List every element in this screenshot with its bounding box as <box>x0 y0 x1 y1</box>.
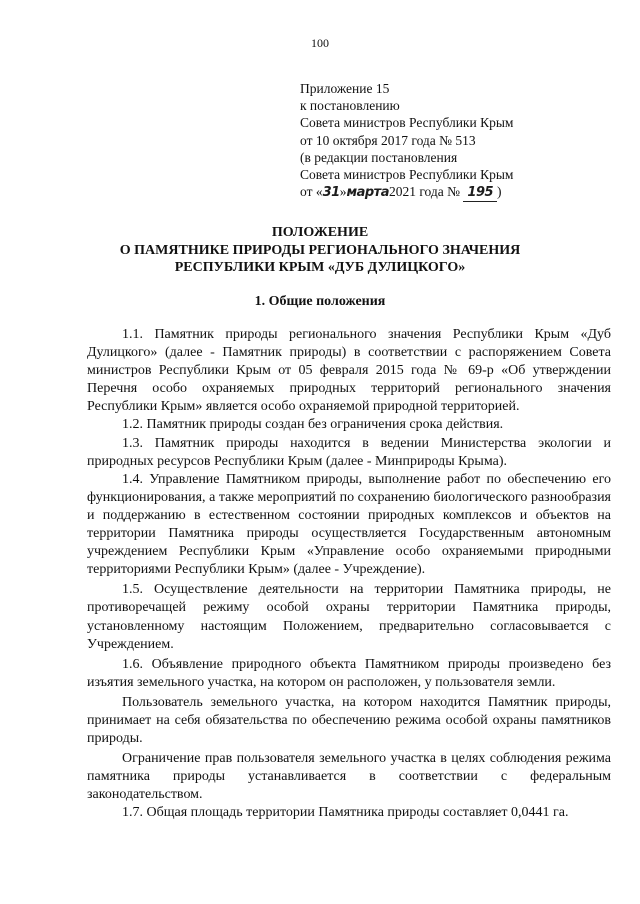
page-number: 100 <box>311 36 329 50</box>
appendix-block <box>300 80 560 202</box>
paragraph: 1.3. Памятник природы находится в ведении Министерства экологии и природных ресурсов Республики Крым (далее - Минприроды Крыма). <box>87 435 611 469</box>
title-line: РЕСПУБЛИКИ КРЫМ «ДУБ ДУЛИЦКОГО» <box>174 260 466 275</box>
appendix-line: Совета министров Республики Крым <box>300 167 514 183</box>
paragraph: 1.1. Памятник природы регионального значения Республики Крым «Дуб Дулицкого» (далее - Памятник природы) в соответствии с распоряжением Совета министров Республики Крым от 05 февраля 2015 года № 69-р «Об утверждении Перечня особо охраняемых природных территорий регионального значения Республики Крым» является особо охраняемой природной территорией. <box>87 327 611 415</box>
document-body <box>87 326 611 823</box>
document-title <box>0 224 640 277</box>
appendix-line: (в редакции постановления <box>300 149 458 165</box>
handwritten-day: 31 <box>322 185 340 201</box>
paragraph: Пользователь земельного участка, на котором находится Памятник природы, принимает на себя обязательства по обеспечению режима особой охраны памятников природы. <box>87 694 611 747</box>
paragraph: Ограничение прав пользователя земельного участка в целях соблюдения режима памятника природы устанавливается в соответствии с федеральным законодательством. <box>87 751 611 803</box>
date-separator: » <box>339 184 347 200</box>
appendix-line: к постановлению <box>300 98 400 114</box>
paragraph: 1.6. Объявление природного объекта Памятником природы произведено без изъятия земельного участка, на котором он расположен, у пользователя земли. <box>87 656 611 690</box>
date-prefix: от « <box>300 184 323 200</box>
appendix-line: Совета министров Республики Крым <box>300 115 514 131</box>
section-heading: 1. Общие положения <box>254 294 386 309</box>
appendix-line: от 10 октября 2017 года № 513 <box>300 132 476 148</box>
paragraph: 1.7. Общая площадь территории Памятника природы составляет 0,0441 га. <box>122 805 569 821</box>
paragraph: 1.2. Памятник природы создан без ограничения срока действия. <box>122 417 504 433</box>
handwritten-month: марта <box>346 185 389 201</box>
title-line: О ПАМЯТНИКЕ ПРИРОДЫ РЕГИОНАЛЬНОГО ЗНАЧЕНИЯ <box>119 242 521 258</box>
date-suffix: ) <box>497 184 502 200</box>
paragraph: 1.5. Осуществление деятельности на территории Памятника природы, не противоречащей режиму особой охраны территории Памятника природы, установленному настоящим Положением, предварительно согласовывается с Учреждением. <box>87 582 611 652</box>
handwritten-number: 195 <box>467 185 494 201</box>
appendix-line: Приложение 15 <box>300 81 390 96</box>
date-mid: 2021 года № <box>388 184 461 200</box>
title-line: ПОЛОЖЕНИЕ <box>271 225 369 240</box>
paragraph: 1.4. Управление Памятником природы, выполнение работ по обеспечению его функционирования, а также мероприятий по сохранению биологического разнообразия и поддержанию в естественном состоянии природных комплексов и объектов на территории Памятника природы осуществляется Государственным автономным учреждением Республики Крым «Управление особо охраняемыми природными территориями Республики Крым» (далее - Учреждение). <box>87 471 611 578</box>
appendix-date-line <box>300 183 560 202</box>
